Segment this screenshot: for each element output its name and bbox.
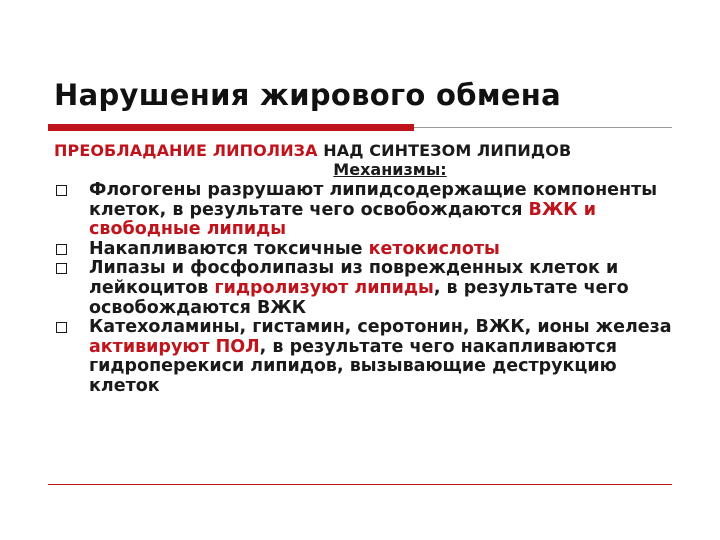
item-highlight: активируют ПОЛ <box>89 336 260 357</box>
item-highlight: гидролизуют липиды <box>214 277 434 298</box>
hollow-square-bullet-icon <box>56 244 67 255</box>
list-item <box>54 318 674 396</box>
mechanisms-subheading: Механизмы: <box>333 160 447 179</box>
slide-content <box>54 141 674 397</box>
item-highlight: кетокислоты <box>368 238 500 259</box>
section-heading <box>54 141 674 160</box>
item-text-tail: , в результате чего накапливаются гидроперекиси липидов, вызывающие деструкцию клеток <box>89 336 618 396</box>
hollow-square-bullet-icon <box>56 322 67 333</box>
slide-title: Нарушения жирового обмена <box>54 78 561 112</box>
title-underline-red <box>48 124 414 131</box>
item-text: Накапливаются токсичные <box>89 238 369 259</box>
item-text: Липазы и фосфолипазы из поврежденных клеток и лейкоцитов <box>89 258 619 298</box>
footer-rule <box>48 484 672 485</box>
mechanism-list <box>54 181 674 397</box>
title-underline-gray <box>414 127 672 128</box>
hollow-square-bullet-icon <box>56 263 67 274</box>
hollow-square-bullet-icon <box>56 185 67 196</box>
item-text: Катехоламины, гистамин, серотонин, ВЖК, ионы железа <box>89 317 672 338</box>
list-item <box>54 181 674 240</box>
item-text-tail: , в результате чего освобождаются ВЖК <box>89 277 629 318</box>
item-text: Флогогены разрушают липидсодержащие компоненты клеток, в результате чего освобождаются <box>89 180 658 220</box>
heading-highlight: ПРЕОБЛАДАНИЕ ЛИПОЛИЗА <box>54 141 318 160</box>
list-item <box>54 240 674 260</box>
list-item <box>54 259 674 318</box>
heading-rest: НАД СИНТЕЗОМ ЛИПИДОВ <box>317 141 572 160</box>
item-highlight: ВЖК и свободные липиды <box>89 199 596 240</box>
